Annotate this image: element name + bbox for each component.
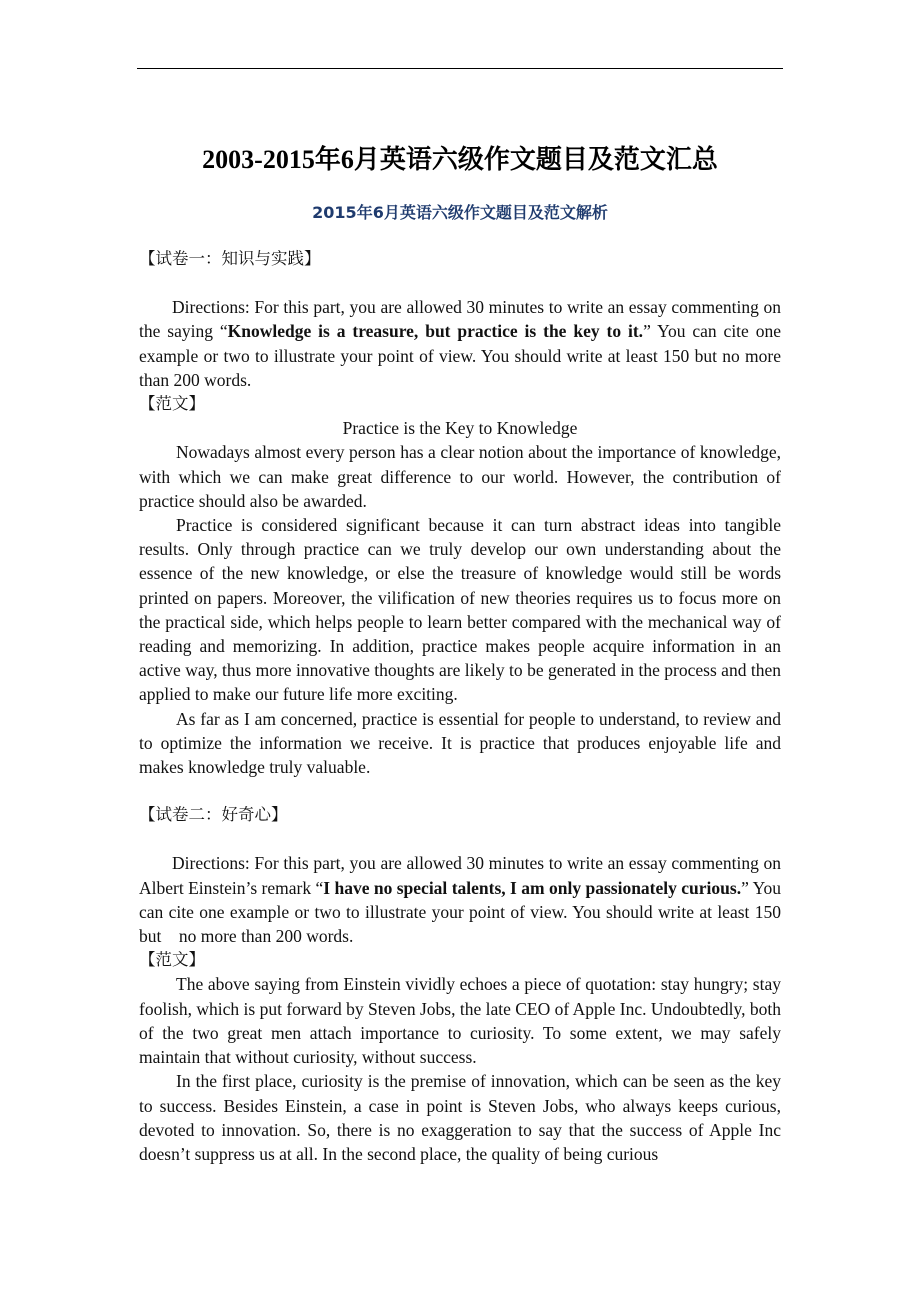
section-2-quote: I have no special talents, I am only passionately curious. xyxy=(323,877,742,898)
section-1-directions-text: Directions: For this part, you are allowed 30 minutes to write an essay commenting on the saying “ xyxy=(139,297,781,342)
section-1-label: 【试卷一：知识与实践】 xyxy=(139,249,321,268)
section-2-directions xyxy=(139,851,781,948)
section-1-sample-label: 【范文】 xyxy=(139,394,205,414)
document-body xyxy=(139,140,781,1166)
section-1-quote: Knowledge is a treasure, but practice is the key to it. xyxy=(227,321,644,342)
document-subtitle: 2015年6月英语六级作文题目及范文解析 xyxy=(312,203,608,222)
section-2-paragraph: In the first place, curiosity is the premise of innovation, which can be seen as the key to success. Besides Einstein, a case in point is Steven Jobs, who always keeps curious, devoted to innovation. So, there is no exaggeration to say that the success of Apple Inc doesn’t suppress us at all. In the second place, the quality of being curious xyxy=(139,1071,781,1164)
section-1-paragraph: Practice is considered significant because it can turn abstract ideas into tangible results. Only through practice can we truly develop our own understanding about the essence of the new knowledge, or else the treasure of knowledge would still be words printed on papers. Moreover, the vilification of new theories requires us to focus more on the practical side, which helps people to learn better compared with the mechanical way of reading and memorizing. In addition, practice makes people acquire information in an active way, thus more innovative thoughts are likely to be generated in the process and then applied to make our future life more exciting. xyxy=(139,515,781,705)
section-2-label: 【试卷二：好奇心】 xyxy=(139,805,288,825)
section-2-sample-label: 【范文】 xyxy=(139,950,205,970)
section-1-paragraph: Nowadays almost every person has a clear notion about the importance of knowledge, with which we can make great difference to our world. However, the contribution of practice should also be awarded. xyxy=(139,442,781,511)
section-2-paragraph: The above saying from Einstein vividly echoes a piece of quotation: stay hungry; stay foolish, which is put forward by Steven Jobs, the late CEO of Apple Inc. Undoubtedly, both of the two great men attach importance to curiosity. To some extent, we may safely maintain that without curiosity, without success. xyxy=(139,974,781,1068)
section-1-directions-end: ” You can cite one example or two to illustrate your point of view. You should write at least 150 but no more than 200 words. xyxy=(139,321,781,390)
document-title: 2003-2015年6月英语六级作文题目及范文汇总 xyxy=(202,145,718,174)
section-2-directions-end: ” You can cite one example or two to illustrate your point of view. You should write at least 150 but no more than 200 words. xyxy=(139,877,781,947)
section-1-directions xyxy=(139,295,781,392)
header-rule xyxy=(137,68,783,69)
section-1-paragraph: As far as I am concerned, practice is essential for people to understand, to review and to optimize the information we receive. It is practice that produces enjoyable life and makes knowledge truly valuable. xyxy=(139,708,781,778)
section-2-directions-text: Directions: For this part, you are allowed 30 minutes to write an essay commenting on Albert Einstein’s remark “ xyxy=(139,853,781,898)
section-1-essay-title: Practice is the Key to Knowledge xyxy=(342,418,578,439)
